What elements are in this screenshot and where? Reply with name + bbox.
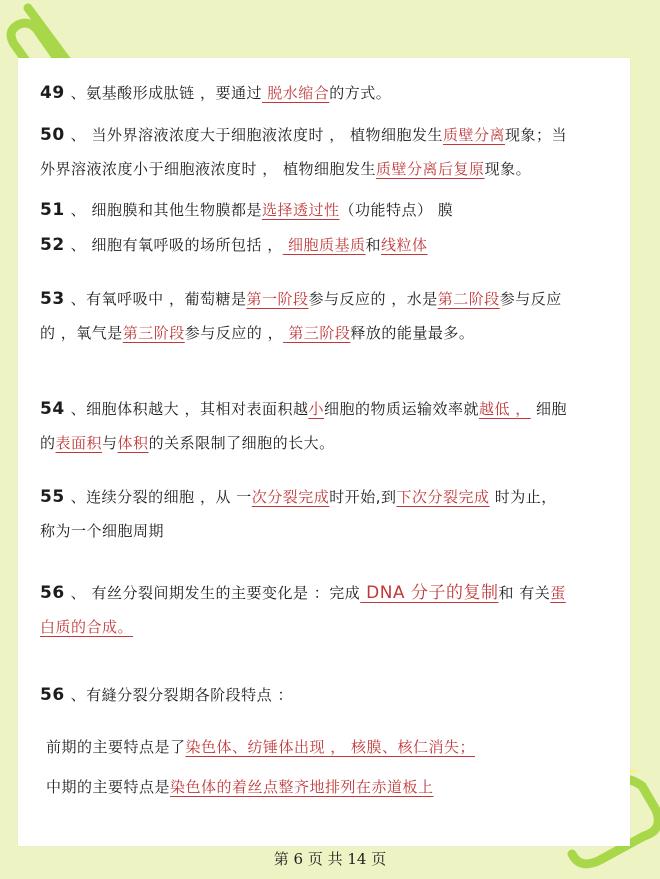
text-line xyxy=(40,118,620,152)
text-line xyxy=(40,610,620,644)
question-number: 56 xyxy=(40,583,65,603)
answer: 脱水缩合 xyxy=(261,84,330,102)
question-54 xyxy=(40,392,620,460)
question-number: 52 xyxy=(40,235,65,255)
question-text: 和 有关 xyxy=(498,584,551,602)
question-text: 与 xyxy=(102,434,118,452)
question-text: 释放的能量最多。 xyxy=(350,324,475,342)
answer: DNA 分子的复制 xyxy=(360,583,499,603)
question-text: 细胞 xyxy=(530,400,568,418)
text-line xyxy=(40,152,620,186)
question-text: 、 当外界溶液浓度大于细胞液浓度时 ， 植物细胞发生 xyxy=(70,126,443,144)
text-line xyxy=(40,392,620,426)
metaphase-line xyxy=(46,770,626,804)
answer: 线粒体 xyxy=(381,236,428,254)
question-text: 参与反应的 ，水是 xyxy=(308,290,438,308)
answer: 染色体的着丝点整齐地排列在赤道板上 xyxy=(170,778,434,796)
page-footer: 第 6 页 共 14 页 xyxy=(273,850,387,868)
answer: 蛋 xyxy=(550,584,566,602)
question-number: 53 xyxy=(40,289,65,309)
question-text: 、有氧呼吸中 ，葡萄糖是 xyxy=(70,290,247,308)
question-text: 、细胞体积越大 ，其相对表面积越 xyxy=(70,400,309,418)
question-number: 49 xyxy=(40,83,65,103)
question-text: 参与反应 xyxy=(499,290,562,308)
question-text: 中期的主要特点是 xyxy=(46,778,171,796)
answer: 细胞质基质 xyxy=(282,236,366,254)
question-text: 外界溶液浓度小于细胞液浓度时 ， 植物细胞发生 xyxy=(40,160,377,178)
answer: 下次分裂完成 xyxy=(396,488,490,506)
question-text: 、氨基酸形成肽链 ，要通过 xyxy=(70,84,262,102)
question-text: 的 xyxy=(40,434,56,452)
question-number: 50 xyxy=(40,125,65,145)
question-text: 现象；当 xyxy=(505,126,568,144)
answer: 第三阶段 xyxy=(122,324,185,342)
answer: 白质的合成。 xyxy=(40,618,134,636)
question-56-interphase xyxy=(40,576,620,644)
answer: 小 xyxy=(308,400,324,418)
question-number: 54 xyxy=(40,399,65,419)
question-text: 的关系限制了细胞的长大。 xyxy=(148,434,335,452)
question-text: 和 xyxy=(365,236,382,254)
question-text: 、连续分裂的细胞 ，从 一 xyxy=(70,488,252,506)
question-50 xyxy=(40,118,620,186)
answer: 质壁分离后复原 xyxy=(376,160,485,178)
question-text: 前期的主要特点是了 xyxy=(46,738,186,756)
question-text: 称为一个细胞周期 xyxy=(40,522,165,540)
question-text: 、 细胞膜和其他生物膜都是 xyxy=(70,201,262,219)
text-line xyxy=(40,480,620,514)
answer: 越低 ， xyxy=(478,400,531,418)
answer: 第一阶段 xyxy=(246,290,309,308)
question-56-phases xyxy=(40,678,620,712)
question-51 xyxy=(40,193,620,227)
question-text: 参与反应的 ， xyxy=(184,324,284,342)
text-line xyxy=(40,282,620,316)
question-text: （功能特点） 膜 xyxy=(339,201,454,219)
answer: 染色体、纺锤体出现 ， 核膜、核仁消失； xyxy=(185,738,476,756)
question-number: 56 xyxy=(40,685,65,705)
question-text: 、 细胞有氧呼吸的场所包括 ， xyxy=(70,236,283,254)
question-text: 、 有丝分裂间期发生的主要变化是 ：完成 xyxy=(70,584,361,602)
question-49 xyxy=(40,76,620,110)
question-number: 55 xyxy=(40,487,65,507)
answer: 体积 xyxy=(117,434,149,452)
question-text: 、有縫分裂分裂期各阶段特点 ： xyxy=(70,686,293,704)
text-line xyxy=(40,316,620,350)
question-text: 细胞的物质运输效率就 xyxy=(323,400,479,418)
answer: 次分裂完成 xyxy=(251,488,330,506)
question-52 xyxy=(40,228,620,262)
question-text: 现象。 xyxy=(484,160,532,178)
text-line xyxy=(40,576,620,610)
question-number: 51 xyxy=(40,200,65,220)
answer: 选择透过性 xyxy=(261,201,340,219)
question-text: 时开始,到 xyxy=(329,488,397,506)
question-text: 时为止， xyxy=(489,488,557,506)
answer: 第二阶段 xyxy=(437,290,500,308)
question-55 xyxy=(40,480,620,548)
text-line xyxy=(40,426,620,460)
question-text: 的 ，氧气是 xyxy=(40,324,123,342)
answer: 表面积 xyxy=(55,434,103,452)
question-53 xyxy=(40,282,620,350)
answer: 质壁分离 xyxy=(442,126,505,144)
prophase-line xyxy=(46,730,626,764)
answer: 第三阶段 xyxy=(283,324,351,342)
question-text: 的方式。 xyxy=(329,84,392,102)
